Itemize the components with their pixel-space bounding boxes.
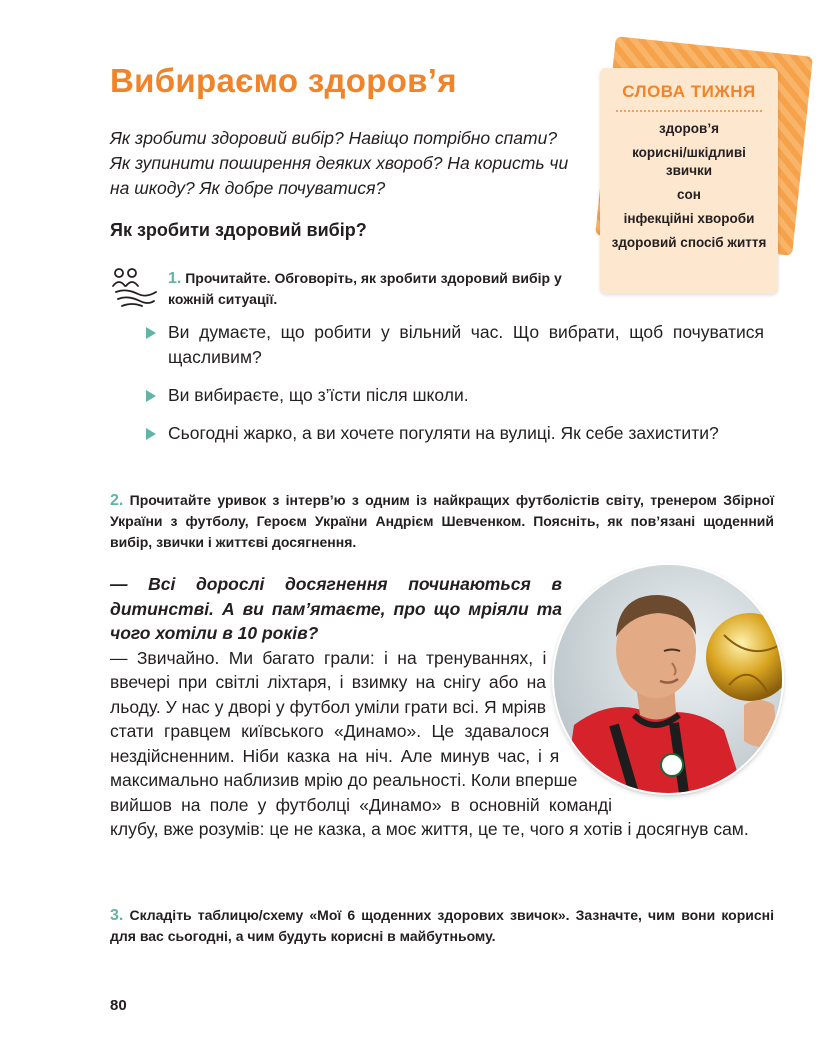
task-1-number: 1. bbox=[168, 270, 182, 287]
task-1-text: Прочитайте. Обговоріть, як зробити здоровий вибір у кожній ситуації. bbox=[168, 270, 562, 307]
bullet-text: Сьогодні жарко, а ви хочете погуляти на вулиці. Як себе захистити? bbox=[168, 423, 719, 443]
task-3 bbox=[110, 905, 774, 947]
task-2 bbox=[110, 490, 774, 553]
intro-questions: Як зробити здоровий вибір? Навіщо потрібно спати? Як зупинити поширення деяких хвороб? На користь чи на шкоду? Як добре почуватися? bbox=[110, 128, 569, 198]
triangle-bullet-icon bbox=[146, 390, 156, 402]
list-item bbox=[144, 383, 764, 408]
task-3-text: Складіть таблицю/схему «Мої 6 щоденних здорових звичок». Зазначте, чим вони корисні для вас сьогодні, а чим будуть корисні в майбутньому. bbox=[110, 907, 774, 944]
words-box-divider bbox=[616, 110, 762, 112]
word-item: здоров’я bbox=[659, 121, 719, 136]
group-discussion-icon bbox=[110, 266, 160, 310]
triangle-bullet-icon bbox=[146, 428, 156, 440]
interview-answer: — Звичайно. Ми багато грали: і на тренуваннях, і ввечері при світлі ліхтаря, і взимку на снігу або на льоду. У нас у дворі у футбол уміли грати всі. Я мріяв стати гравцем київського «Динамо». Це здавалося нездійсненним. Ніби казка на ніч. Але минув час, і я максимально наблизив мрію до реальності. Коли вперше вийшов на поле у футболці «Динамо» в основній команді клубу, вже розумів: це не казка, а моє життя, це те, чого я хотів і досягнув сам. bbox=[110, 647, 749, 839]
section-heading: Як зробити здоровий вибір? bbox=[110, 220, 367, 240]
task-3-number: 3. bbox=[110, 907, 124, 924]
bullet-text: Ви думаєте, що робити у вільний час. Що вибрати, щоб почуватися щасливим? bbox=[168, 322, 764, 367]
word-item: здоровий спосіб життя bbox=[611, 235, 767, 250]
word-item: сон bbox=[677, 187, 701, 202]
words-box-title: СЛОВА ТИЖНЯ bbox=[622, 82, 756, 101]
words-of-week-box bbox=[600, 68, 778, 294]
interview-question: — Всі дорослі досягнення починаються в дитинстві. А ви пам’ятаєте, про що мріяли та чого хотіли в 10 років? bbox=[110, 574, 562, 643]
words-list bbox=[600, 120, 778, 252]
task-1 bbox=[168, 268, 582, 310]
list-item bbox=[144, 421, 764, 446]
footballer-photo bbox=[554, 565, 782, 793]
page-title: Вибираємо здоров’я bbox=[110, 62, 457, 99]
task-1-bullets bbox=[144, 320, 764, 459]
triangle-bullet-icon bbox=[146, 327, 156, 339]
page-number: 80 bbox=[110, 997, 127, 1014]
word-item: інфекційні хвороби bbox=[623, 211, 755, 226]
footballer-illustration bbox=[554, 565, 782, 793]
task-2-number: 2. bbox=[110, 492, 124, 509]
task-2-text: Прочитайте уривок з інтерв’ю з одним із найкращих футболістів світу, тренером Збірної України з футболу, Героєм України Андрієм Шевченком. Поясніть, як пов’язані щоденний вибір, звички і життєві досягнення. bbox=[110, 492, 774, 550]
word-item: корисні/шкідливі звички bbox=[632, 145, 746, 178]
list-item bbox=[144, 320, 764, 370]
bullet-text: Ви вибираєте, що з’їсти після школи. bbox=[168, 385, 469, 405]
